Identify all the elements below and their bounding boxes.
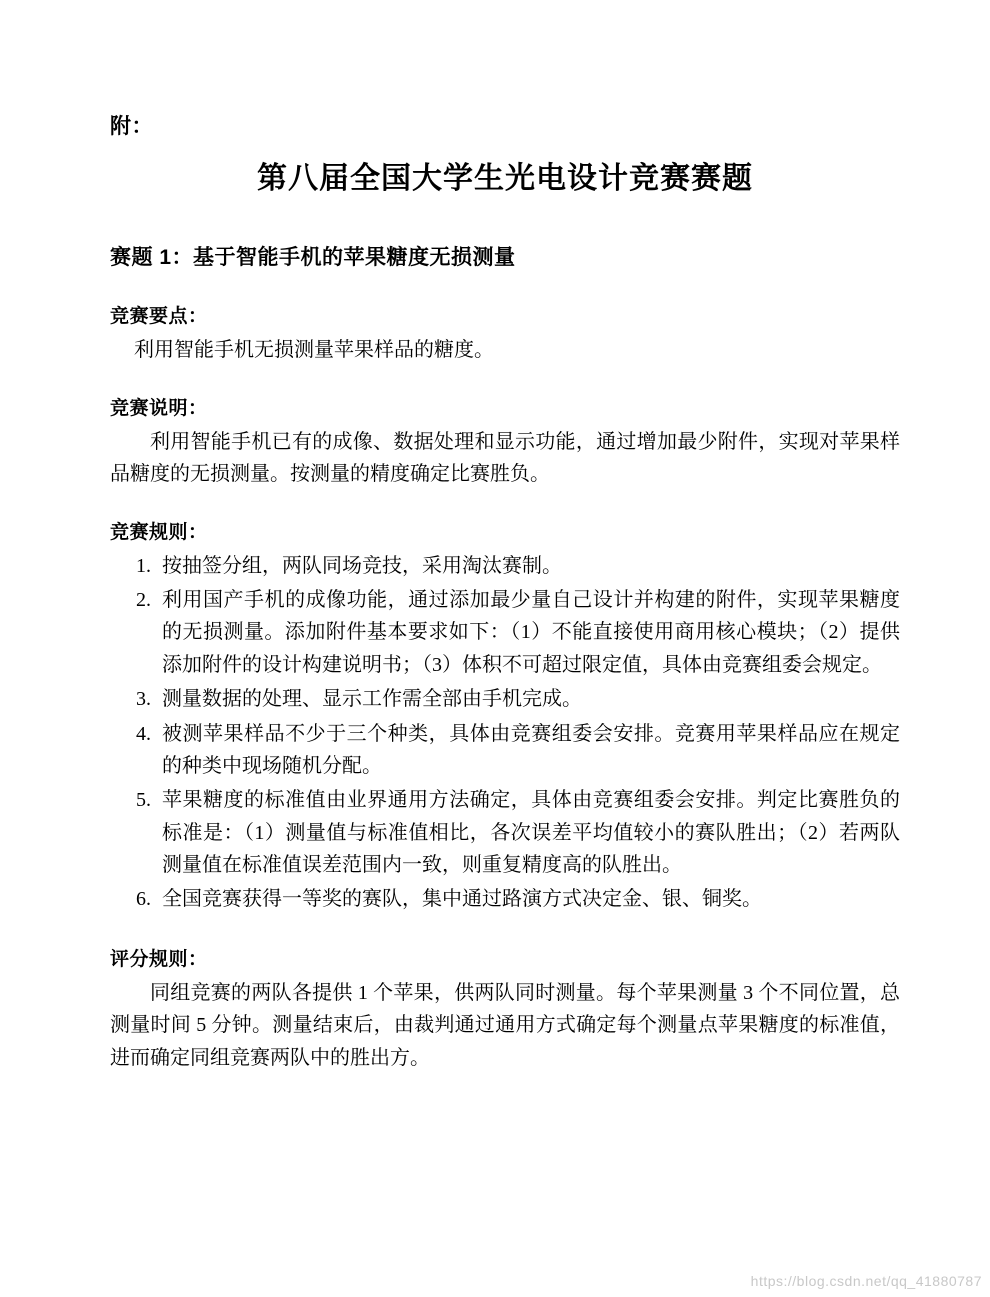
attachment-label: 附： [110, 115, 153, 138]
description-text: 利用智能手机已有的成像、数据处理和显示功能，通过增加最少附件，实现对苹果样品糖度的无损测量。按测量的精度确定比赛胜负。 [110, 430, 900, 486]
heading-rules: 竞赛规则： [110, 521, 208, 543]
list-item: 3. 测量数据的处理、显示工作需全部由手机完成。 [156, 683, 900, 715]
list-item: 1. 按抽签分组，两队同场竞技，采用淘汰赛制。 [156, 550, 900, 582]
scoring-text: 同组竞赛的两队各提供 1 个苹果，供两队同时测量。每个苹果测量 3 个不同位置，总测量时间 5 分钟。测量结束后，由裁判通过通用方式确定每个测量点苹果糖度的标准值，进而确定同组竞赛两队中的胜出方。 [110, 981, 900, 1069]
rules-list [110, 550, 900, 916]
list-item: 4. 被测苹果样品不少于三个种类，具体由竞赛组委会安排。竞赛用苹果样品应在规定的种类中现场随机分配。 [156, 718, 900, 783]
key-points-text: 利用智能手机无损测量苹果样品的糖度。 [134, 339, 494, 362]
heading-description: 竞赛说明： [110, 397, 208, 419]
heading-scoring: 评分规则： [110, 948, 208, 970]
heading-key-points: 竞赛要点： [110, 306, 208, 328]
list-item: 2. 利用国产手机的成像功能，通过添加最少量自己设计并构建的附件，实现苹果糖度的无损测量。添加附件基本要求如下：（1）不能直接使用商用核心模块；（2）提供添加附件的设计构建说明书；（3）体积不可超过限定值，具体由竞赛组委会规定。 [156, 584, 900, 681]
watermark-url: https://blog.csdn.net/qq_41880787 [750, 1273, 982, 1289]
list-item: 5. 苹果糖度的标准值由业界通用方法确定，具体由竞赛组委会安排。判定比赛胜负的标准是：（1）测量值与标准值相比，各次误差平均值较小的赛队胜出；（2）若两队测量值在标准值误差范围内一致，则重复精度高的队胜出。 [156, 784, 900, 881]
list-item: 6. 全国竞赛获得一等奖的赛队，集中通过路演方式决定金、银、铜奖。 [156, 883, 900, 915]
document-content [110, 112, 900, 1100]
section-title: 赛题 1：基于智能手机的苹果糖度无损测量 [110, 246, 516, 270]
document-title: 第八届全国大学生光电设计竞赛赛题 [257, 162, 753, 196]
